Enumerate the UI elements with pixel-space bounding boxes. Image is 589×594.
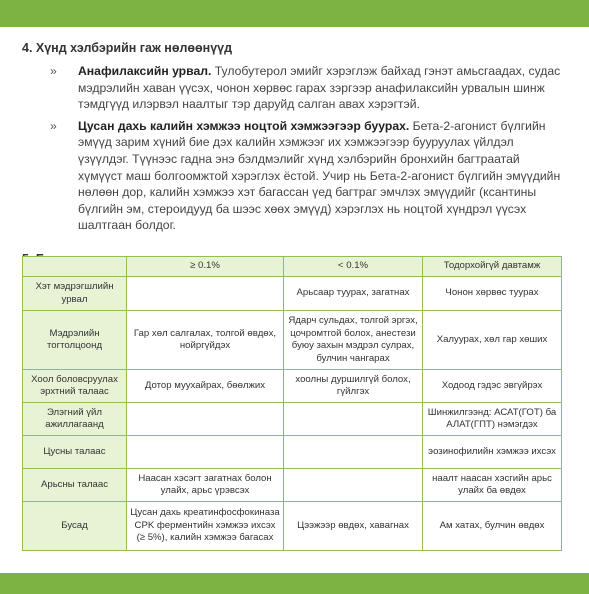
bullet-anaphylaxis (22, 63, 562, 113)
table-row (23, 277, 562, 311)
table-cell: Наасан хэсэгт загатнах болон улайх, арьс үрэвсэх (127, 469, 284, 502)
table-row (23, 436, 562, 469)
header-cell-unknown: Тодорхойгүй давтамж (423, 257, 562, 277)
header-cell-common: ≥ 0.1% (127, 257, 284, 277)
table-cell: эозинофилийн хэмжээ ихсэх (423, 436, 562, 469)
table-header-row (23, 257, 562, 277)
row-label: Цусны талаас (23, 436, 127, 469)
bullet-anaphylaxis-text: Тулобутерол эмийг хэрэглэж байхад гэнэт амьсгаадах, судас мэдрэлийн хаван үүсэх, чонон хөрвөс гарах зэргээр анафилаксийн урвалын шинж тэмдгүүд илэрвэл наалтыг тэр даруйд салган авах хэрэгтэй. (78, 64, 561, 112)
table-cell: Ам хатах, булчин өвдөх (423, 502, 562, 551)
table-cell (127, 436, 284, 469)
table-row (23, 502, 562, 551)
table-cell: Халуурах, хөл гар хөших (423, 311, 562, 370)
table-row (23, 403, 562, 436)
row-label: Бусад (23, 502, 127, 551)
top-green-band (0, 0, 589, 27)
table-cell (127, 277, 284, 311)
table-cell: Ядарч сульдах, толгой эргэх, цочромтгой болох, анестези буюу захын мэдрэл сулрах, булчин чангарах (284, 311, 423, 370)
table-cell: Арьсаар туурах, загатнах (284, 277, 423, 311)
table-cell: Цээжээр өвдөх, хавагнах (284, 502, 423, 551)
table-cell: Дотор муухайрах, бөөлжих (127, 370, 284, 403)
document-body (22, 40, 562, 268)
side-effects-table (22, 256, 562, 551)
row-label: Мэдрэлийн тогтолцоонд (23, 311, 127, 370)
bullet-potassium-text: Бета-2-агонист бүлгийн эмүүд зарим хүний бие дэх калийн хэмжээг их хэмжээгээр бууруулах үйлдэл үзүүлдэг. Түүнээс гадна энэ бэлдмэлийг хүнд хэлбэрийн бронхийн багтраатай хүмүүст маш болгоомжтой хэрэглэх ёстой. Учир нь Бета-2-агонист бүлгийн эмүүдийн нөлөөн дор, калийн хэмжээ хэт багассан үед багтраг эмчлэх эмүүдийг (ксантины бүлгийн эм, стероидууд ба шээс хөөх эмүүд) хэрэглэх нь ноцтой хүндрэл үүсэх шалтгаан болдог. (78, 118, 561, 233)
bullet-marker: » (50, 64, 57, 78)
table-cell (284, 436, 423, 469)
table-cell: наалт наасан хэсгийн арьс улайх ба өвдөх (423, 469, 562, 502)
bullet-anaphylaxis-heading: Анафилаксийн урвал. (78, 64, 212, 78)
row-label: Арьсны талаас (23, 469, 127, 502)
header-cell-rare: < 0.1% (284, 257, 423, 277)
table-cell: Шинжилгээнд: АСАТ(ГОТ) ба АЛАТ(ГПТ) нэмэгдэх (423, 403, 562, 436)
bottom-green-band (0, 573, 589, 594)
row-label: Элэгний үйл ажиллагаанд (23, 403, 127, 436)
table-cell: Гар хөл салгалах, толгой өвдөх, нойргүйдэх (127, 311, 284, 370)
table-row (23, 469, 562, 502)
header-cell-empty (23, 257, 127, 277)
row-label: Хэт мэдрэгшлийн урвал (23, 277, 127, 311)
bullet-marker: » (50, 118, 57, 133)
row-label: Хоол боловсруулах эрхтний талаас (23, 370, 127, 403)
table-cell (284, 403, 423, 436)
table-cell: Чонон хөрвөс туурах (423, 277, 562, 311)
table-row (23, 311, 562, 370)
table-cell (284, 469, 423, 502)
table-cell: хоолны дуршилгүй болох, гүйлгэх (284, 370, 423, 403)
table-cell (127, 403, 284, 436)
section-4-title: 4. Хүнд хэлбэрийн гаж нөлөөнүүд (22, 41, 233, 55)
bullet-potassium-heading: Цусан дахь калийн хэмжээ ноцтой хэмжээгээр буурах. (78, 118, 410, 133)
table-row (23, 370, 562, 403)
table-cell: Цусан дахь креатинфосфокиназа CPK ферментийн хэмжээ ихсэх (≥ 5%), калийн хэмжээ багасах (127, 502, 284, 551)
bullet-potassium (22, 118, 562, 234)
table-cell: Ходоод гэдэс эвгүйрэх (423, 370, 562, 403)
